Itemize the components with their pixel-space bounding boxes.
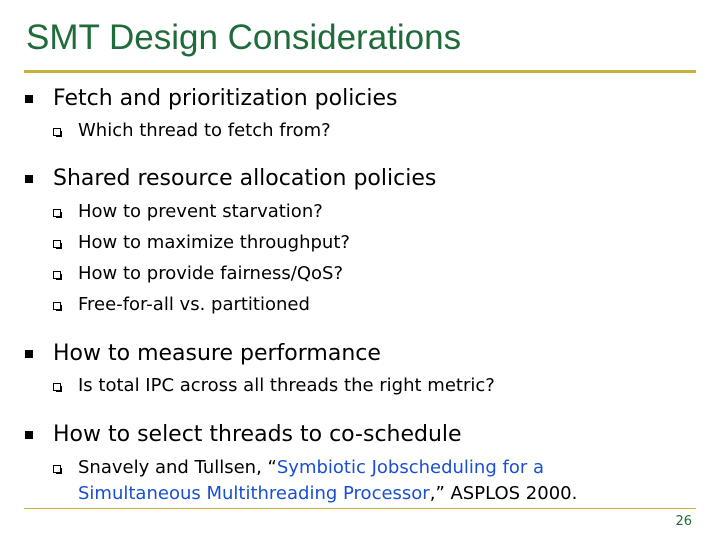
checkbox-bullet-icon: [53, 383, 61, 391]
sub-bullet-text: How to provide fairness/QoS?: [78, 263, 344, 284]
footer-divider: [24, 508, 696, 509]
square-bullet-icon: [25, 175, 33, 183]
square-bullet-icon: [25, 95, 33, 103]
bullet-text: Fetch and prioritization policies: [53, 86, 398, 111]
citation-authors: Snavely and Tullsen, “: [78, 457, 277, 478]
citation-line-2: [78, 483, 577, 504]
paper-title-link-part1[interactable]: Symbiotic Jobscheduling for a: [276, 457, 544, 478]
checkbox-bullet-icon: [53, 240, 61, 248]
paper-title-link-part2[interactable]: Simultaneous Multithreading Processor: [78, 483, 430, 504]
sub-bullet-text: How to prevent starvation?: [78, 201, 323, 222]
sub-bullet-text: How to maximize throughput?: [78, 232, 350, 253]
sub-bullet-text: Is total IPC across all threads the right metric?: [78, 375, 495, 396]
citation-venue: ,” ASPLOS 2000.: [429, 483, 578, 504]
bullet-text: How to select threads to co-schedule: [53, 422, 462, 447]
checkbox-bullet-icon: [53, 209, 61, 217]
page-number: 26: [675, 514, 692, 529]
square-bullet-icon: [25, 350, 33, 358]
checkbox-bullet-icon: [53, 465, 61, 473]
slide-title: SMT Design Considerations: [26, 18, 462, 57]
checkbox-bullet-icon: [53, 128, 61, 136]
title-divider: [24, 70, 696, 73]
checkbox-bullet-icon: [53, 271, 61, 279]
bullet-text: How to measure performance: [53, 341, 381, 366]
citation-line-1: [78, 457, 544, 478]
sub-bullet-text: Free-for-all vs. partitioned: [78, 294, 310, 315]
square-bullet-icon: [25, 431, 33, 439]
checkbox-bullet-icon: [53, 302, 61, 310]
sub-bullet-text: Which thread to fetch from?: [78, 120, 331, 141]
bullet-text: Shared resource allocation policies: [53, 166, 437, 191]
